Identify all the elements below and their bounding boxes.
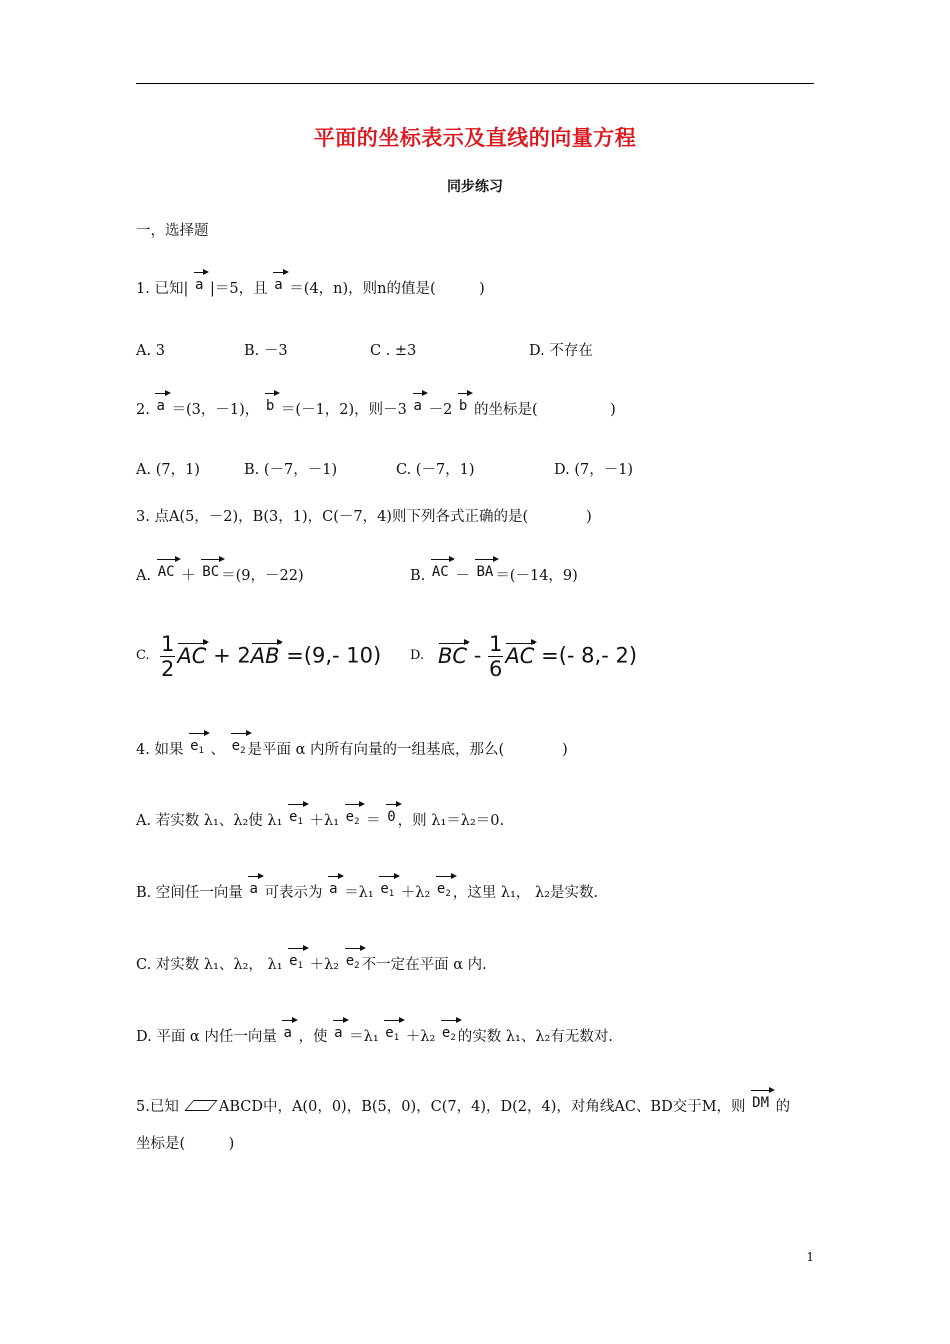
vector-e2: $e_2$ [440,1023,458,1048]
vector-dm: DM [752,1095,770,1111]
q2-option-a: A. (7，1) [136,462,200,478]
vector-bc: BC [202,564,220,580]
vector-ac: AC [431,564,449,580]
page-number: 1 [806,1250,814,1264]
vector-a: a [194,277,204,293]
q3-option-d-formula: BC - $\frac{1}{6}$ AC =(- 8,- 2) [438,632,638,681]
vector-ab: AB [250,643,280,668]
section-heading: 一，选择题 [136,223,209,239]
vector-b: b [458,398,468,414]
q3-option-d-label: D. [410,648,425,663]
vector-a: a [156,398,165,414]
vector-e2: $e_2$ [344,951,362,976]
vector-b: b [265,398,275,414]
q1-option-c: C . ±3 [370,343,417,359]
zero-vector: 0 [387,809,396,825]
q2-option-d: D. (7，－1) [554,462,634,478]
q1-option-b: B. －3 [244,343,288,359]
q3-option-a: A. AC ＋ BC ＝(9，－22) [136,564,304,584]
vector-e2: $e_2$ [230,736,248,761]
vector-bc: BC [438,643,468,668]
vector-ac: AC [177,643,207,668]
header-rule [136,83,814,84]
vector-ba: BA [476,564,494,580]
q4-option-d: D. 平面 α 内任一向量 a ，使 a ＝λ₁ $e_1 +\lambda_2$ $e_2$ 的实数 λ₁、λ₂有无数对. [136,1023,613,1048]
vector-e1: $e_1$ [287,951,305,976]
q3-option-b: B. AC － BA ＝(－14，9) [410,564,578,584]
vector-ac: AC [505,643,535,668]
vector-e1: $e_1$ [378,879,396,904]
q4-option-a: A. 若实数 λ₁、λ₂使 λ₁ $e_1 +\lambda_1$ $e_2 = 0$ ，则 λ₁＝λ₂＝0. [136,807,504,832]
question-2: 2. a ＝(3，－1)， b ＝(－1，2)，则－3 a －2 b 的坐标是( ) [136,398,616,418]
vector-a: a [329,881,338,897]
question-5: 5.已知 ABCD中，A(0，0)，B(5，0)，C(7，4)，D(2，4)，对角线AC、BD交于M，则 DM 的 [136,1095,791,1115]
vector-ac: AC [157,564,175,580]
vector-a: a [334,1025,343,1041]
q2-option-b: B. (－7，－1) [244,462,338,478]
page-title: 平面的坐标表示及直线的向量方程 [313,126,637,150]
vector-e1: $e_1$ [287,807,305,832]
q1-option-d: D. 不存在 [529,343,593,359]
q2-option-c: C. (－7，1) [396,462,475,478]
vector-e1: $e_1$ [383,1023,401,1048]
page-subtitle: 同步练习 [447,179,503,195]
q1-option-a: A. 3 [136,343,165,359]
question-4: 4. 如果 $e_1$ 、 $e_2$ 是平面 α 内所有向量的一组基底，那么( ) [136,736,568,761]
q4-option-c: C. 对实数 λ₁、λ₂， λ₁ $e_1 +\lambda_2$ $e_2$ 不一定在平面 α 内. [136,951,487,976]
vector-a: a [413,398,422,414]
vector-e1: $e_1$ [188,736,206,761]
question-3: 3. 点A(5，－2)，B(3，1)，C(－7，4)则下列各式正确的是( ) [136,509,592,525]
vector-a: a [249,881,258,897]
q4-option-b: B. 空间任一向量 a 可表示为 a ＝λ₁ $e_1 +\lambda_2$ $e_2$ ，这里 λ₁， λ₂是实数. [136,879,598,904]
question-1: 1. 已知| a |＝5，且 a ＝(4，n)，则n的值是( ) [136,277,485,297]
parallelogram-icon [184,1100,217,1111]
vector-e2: $e_2$ [344,807,362,832]
vector-a: a [274,277,283,293]
vector-e2: $e_2$ [435,879,453,904]
vector-a: a [283,1025,292,1041]
q3-option-c-formula: $\frac{1}{2}$ AC + 2AB =(9,- 10) [161,632,382,681]
question-5-line-2: 坐标是( ) [136,1136,235,1152]
q3-option-c-label: C. [136,648,150,663]
